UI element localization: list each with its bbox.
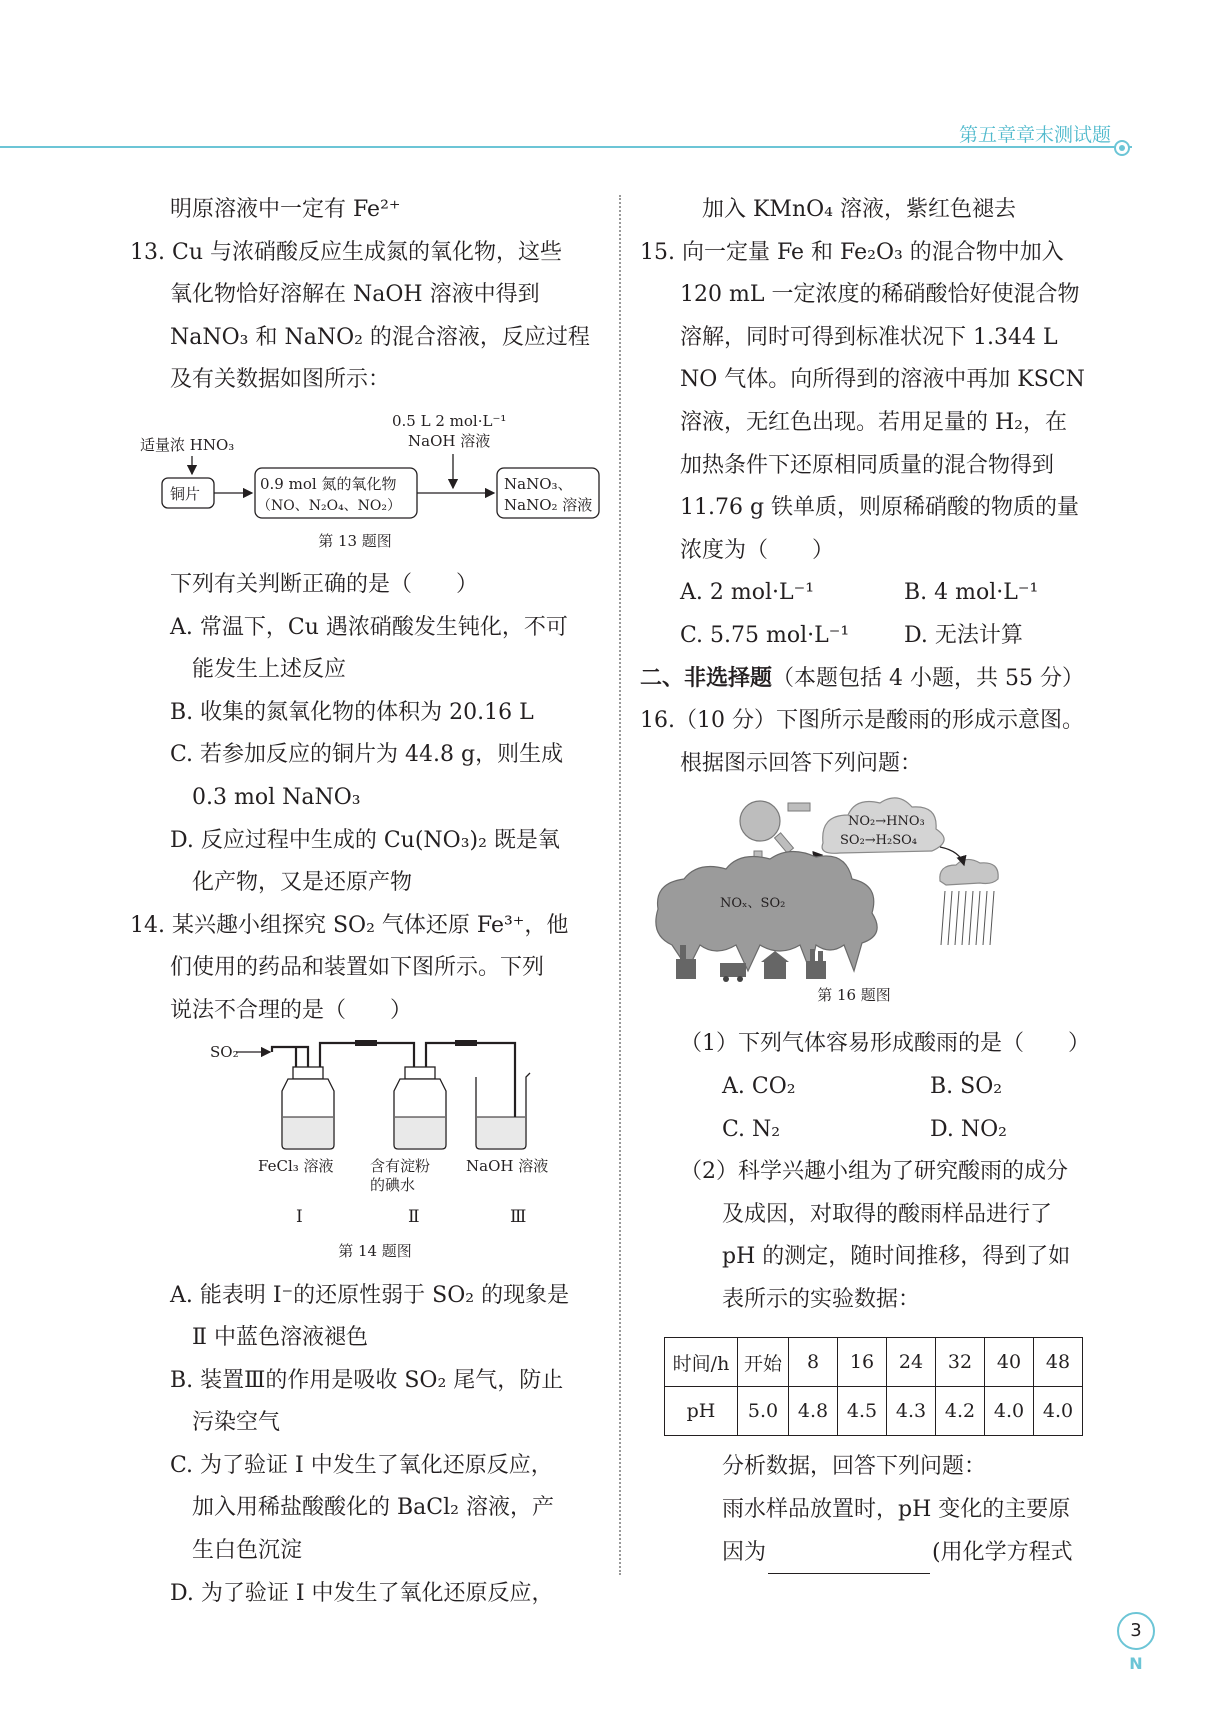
q16-last-line-2a: 因为 [722, 1539, 767, 1565]
section-2-note: （本题包括 4 小题，共 55 分） [772, 665, 1084, 691]
q14-tail: 加入 KMnO₄ 溶液，紫红色褪去 [702, 197, 1016, 222]
q14-apparatus-diagram [130, 1033, 600, 1203]
question-15 [640, 232, 1118, 658]
q16-sub2-line: 及成因，对取得的酸雨样品进行了 [722, 1201, 1053, 1227]
q13-flow-svg [130, 402, 600, 526]
q16-sub2-line: pH 的测定，随时间推移，得到了如 [722, 1244, 1071, 1270]
q16-sub1-option-b: B. SO₂ [930, 1073, 1003, 1099]
table-cell: 8 [789, 1338, 838, 1387]
q16-line: 16.（10 分）下图所示是酸雨的形成示意图。 [640, 708, 1084, 734]
table-cell: 4.2 [936, 1387, 985, 1436]
q15-option-c: C. 5.75 mol·L⁻¹ [680, 622, 850, 648]
bottle-2 [394, 1067, 446, 1149]
q13-option: A. 常温下，Cu 遇浓硝酸发生钝化，不可 [170, 614, 568, 640]
q16-sub1-option-d: D. NO₂ [930, 1116, 1007, 1142]
question-16 [640, 700, 1118, 1574]
section-2-title: 二、非选择题 [640, 665, 773, 691]
q16-sub1-options-row-1 [640, 1066, 1118, 1109]
header-circle-ornament [1114, 140, 1130, 156]
column-divider [619, 195, 621, 1575]
table-cell: 24 [887, 1338, 936, 1387]
q14-line: 们使用的药品和装置如下图所示。下列 [170, 955, 545, 981]
q13-caption: 第 13 题图 [318, 531, 392, 550]
q13-box-product-line2: NaNO₂ 溶液 [504, 495, 593, 514]
table-cell: 40 [985, 1338, 1034, 1387]
q14-option: 生白色沉淀 [192, 1538, 303, 1564]
right-column [640, 189, 1118, 1574]
q14-num-2: Ⅱ [408, 1206, 420, 1227]
q14-option: Ⅱ 中蓝色溶液褪色 [192, 1325, 368, 1351]
q14-apparatus-numbers [130, 1203, 600, 1239]
q14-option: 污染空气 [192, 1410, 281, 1436]
q14-line: 14. 某兴趣小组探究 SO₂ 气体还原 Fe³⁺，他 [130, 912, 569, 938]
q16-last-line-2b: (用化学方程式 [932, 1539, 1073, 1565]
q14-line: 说法不合理的是（ ） [170, 997, 413, 1023]
q13-box-copper-label: 铜片 [170, 484, 201, 503]
q15-line: 溶解，同时可得到标准状况下 1.344 L [680, 324, 1058, 350]
q13-option: B. 收集的氮氧化物的体积为 20.16 L [170, 699, 534, 725]
q16-acid-rain-svg [640, 785, 1118, 983]
q15-line: 11.76 g 铁单质，则原稀硝酸的物质的量 [680, 495, 1080, 521]
q15-line: 浓度为（ ） [680, 537, 835, 563]
q14-num-3: Ⅲ [510, 1206, 527, 1227]
q15-line: 溶液，无红色出现。若用足量的 H₂，在 [680, 409, 1067, 435]
table-cell: 4.0 [1034, 1387, 1083, 1436]
q12-tail: 明原溶液中一定有 Fe²⁺ [170, 197, 401, 222]
q16-after-table: 分析数据，回答下列问题： [722, 1454, 987, 1480]
table-cell: 48 [1034, 1338, 1083, 1387]
chapter-title: 第五章章末测试题 [958, 124, 1111, 146]
q16-sub1-stem: （1）下列气体容易形成酸雨的是（ ） [680, 1031, 1090, 1057]
header-rule [0, 146, 1132, 148]
q13-line: NaNO₃ 和 NaNO₂ 的混合溶液，反应过程 [170, 324, 590, 350]
q15-line: 120 mL 一定浓度的稀硝酸恰好使混合物 [680, 282, 1080, 308]
q16-reaction-1: NO₂→HNO₃ [848, 814, 925, 830]
q13-stem: 下列有关判断正确的是（ ） [170, 571, 479, 597]
q14-num-1: Ⅰ [296, 1206, 303, 1227]
q13-box-oxides-line2: （NO、N₂O₄、NO₂） [257, 497, 402, 514]
table-row [665, 1387, 1083, 1436]
table-cell: 4.5 [838, 1387, 887, 1436]
q15-options-row-1 [640, 572, 1118, 615]
q15-line: NO 气体。向所得到的溶液中再加 KSCN [680, 367, 1085, 393]
q16-acid-rain-illustration [640, 785, 1118, 983]
sun-icon [740, 801, 780, 841]
q13-box-oxides-line1: 0.9 mol 氮的氧化物 [260, 474, 397, 493]
table-cell: 4.0 [985, 1387, 1034, 1436]
q13-hno3-label: 适量浓 HNO₃ [140, 435, 235, 454]
question-13 [130, 232, 600, 905]
q14-apparatus-svg [130, 1033, 600, 1203]
q16-sub1-option-a: A. CO₂ [722, 1073, 796, 1099]
question-14 [130, 905, 600, 1616]
table-cell: 4.8 [789, 1387, 838, 1436]
answer-blank[interactable] [768, 1551, 930, 1574]
q13-box-product-line1: NaNO₃、 [504, 474, 573, 493]
q14-option: A. 能表明 I⁻的还原性弱于 SO₂ 的现象是 [170, 1282, 570, 1308]
rain-drops [941, 891, 994, 945]
q13-line: 13. Cu 与浓硝酸反应生成氮的氧化物，这些 [130, 239, 562, 265]
q16-last-line-1: 雨水样品放置时，pH 变化的主要原 [722, 1497, 1071, 1523]
publisher-mark-icon: N [1129, 1654, 1143, 1673]
factory-icon [676, 959, 696, 979]
left-column [130, 189, 600, 1615]
q13-line: 氧化物恰好溶解在 NaOH 溶液中得到 [170, 282, 540, 308]
q15-options-row-2 [640, 615, 1118, 658]
q15-option-b: B. 4 mol·L⁻¹ [904, 580, 1039, 606]
q15-line: 15. 向一定量 Fe 和 Fe₂O₃ 的混合物中加入 [640, 239, 1064, 265]
q13-naoh-amount: 0.5 L 2 mol·L⁻¹ [392, 411, 507, 430]
q14-option: D. 为了验证 Ⅰ 中发生了氧化还原反应， [170, 1580, 554, 1606]
q16-sub2-line: （2）科学兴趣小组为了研究酸雨的成分 [680, 1159, 1068, 1185]
section-2-heading [640, 658, 1118, 701]
q15-option-d: D. 无法计算 [904, 622, 1023, 648]
truck-icon [720, 963, 746, 977]
q16-reaction-2: SO₂→H₂SO₄ [840, 833, 917, 849]
table-cell: 5.0 [738, 1387, 789, 1436]
chimney-icon [806, 961, 826, 979]
q16-last-line-2 [640, 1532, 1118, 1575]
q14-option: B. 装置Ⅲ的作用是吸收 SO₂ 尾气，防止 [170, 1367, 564, 1393]
q13-naoh-label: NaOH 溶液 [408, 431, 491, 450]
table-cell: 4.3 [887, 1387, 936, 1436]
ph-data-table [664, 1337, 1083, 1436]
q14-label-2a: 含有淀粉 [370, 1156, 431, 1175]
table-row [665, 1338, 1083, 1387]
table-cell: 32 [936, 1338, 985, 1387]
q16-sub1-options-row-2 [640, 1109, 1118, 1152]
q16-caption: 第 16 题图 [817, 986, 891, 1005]
q13-option: D. 反应过程中生成的 Cu(NO₃)₂ 既是氧 [170, 827, 560, 853]
q14-option: C. 为了验证 Ⅰ 中发生了氧化还原反应， [170, 1452, 553, 1478]
q14-label-2b: 的碘水 [370, 1175, 416, 1194]
q16-sub1-option-c: C. N₂ [722, 1116, 781, 1142]
q13-option: 化产物，又是还原产物 [192, 870, 413, 896]
q13-option: C. 若参加反应的铜片为 44.8 g，则生成 [170, 742, 564, 768]
beaker-3 [476, 1073, 530, 1149]
q14-option: 加入用稀盐酸酸化的 BaCl₂ 溶液，产 [192, 1495, 554, 1521]
q16-cloud-label: NOₓ、SO₂ [720, 896, 786, 912]
table-cell: 16 [838, 1338, 887, 1387]
q14-gas-label: SO₂ [210, 1042, 239, 1061]
q13-option: 能发生上述反应 [192, 657, 347, 683]
q15-line: 加热条件下还原相同质量的混合物得到 [680, 452, 1055, 478]
q14-label-1: FeCl₃ 溶液 [258, 1156, 334, 1175]
house-icon [764, 961, 786, 979]
q16-sub2-line: 表所示的实验数据： [722, 1286, 921, 1312]
q15-option-a: A. 2 mol·L⁻¹ [680, 580, 815, 606]
table-header-ph: pH [665, 1387, 738, 1436]
q13-flow-diagram [130, 402, 600, 526]
smoke-cloud [656, 852, 877, 972]
q13-option: 0.3 mol NaNO₃ [192, 784, 361, 810]
q13-line: 及有关数据如图所示： [170, 367, 391, 393]
q14-caption: 第 14 题图 [338, 1241, 412, 1260]
q16-line: 根据图示回答下列问题： [680, 750, 923, 776]
table-header-time: 时间/h [665, 1338, 738, 1387]
bottle-1 [282, 1067, 334, 1149]
page-number: 3 [1117, 1612, 1155, 1650]
q14-label-3: NaOH 溶液 [466, 1156, 549, 1175]
table-cell: 开始 [738, 1338, 789, 1387]
rain-cloud [940, 860, 998, 886]
